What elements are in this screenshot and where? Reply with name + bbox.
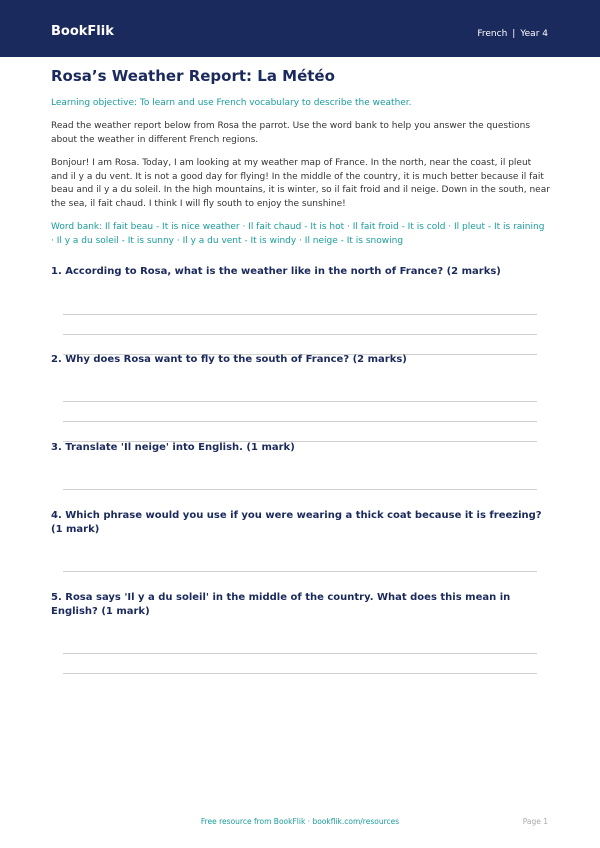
weather-report-text: Bonjour! I am Rosa. Today, I am looking at my weather map of France. In the north, near the coast, il pleut and il y a du vent. It is not a good day for flying! In the middle of the country, it is much better because il fait beau and il y a du soleil. In the high mountains, it is winter, so il fait froid and il neige. Down in the south, near the sea, il fait chaud. I think I will fly south to enjoy the sunshine! xyxy=(51,158,550,209)
answer-line[interactable] xyxy=(63,334,537,335)
question-text: 5. Rosa says 'Il y a du soleil' in the middle of the country. What does this mean in English? (1 mark) xyxy=(51,592,511,617)
question-3 xyxy=(51,441,550,455)
question-5 xyxy=(51,591,550,619)
page-header xyxy=(0,0,600,57)
subject-year-label xyxy=(477,29,548,40)
answer-line[interactable] xyxy=(63,489,537,490)
footer-text: Free resource from BookFlik · bookflik.com/resources xyxy=(200,817,400,826)
meta-separator: | xyxy=(512,29,516,39)
instructions-text: Read the weather report below from Rosa the parrot. Use the word bank to help you answer the questions about the weather in different French regions. xyxy=(51,121,531,145)
answer-line[interactable] xyxy=(63,673,537,674)
page-number: Page 1 xyxy=(522,817,548,826)
question-1 xyxy=(51,265,550,279)
subject-label: French xyxy=(477,29,508,39)
question-text: 1. According to Rosa, what is the weather like in the north of France? (2 marks) xyxy=(51,266,501,277)
answer-line[interactable] xyxy=(63,653,537,654)
question-text: 4. Which phrase would you use if you were wearing a thick coat because it is freezing? (1 mark) xyxy=(51,510,542,535)
learning-objective: Learning objective: To learn and use French vocabulary to describe the weather. xyxy=(51,98,412,108)
page-title: Rosa’s Weather Report: La Météo xyxy=(51,67,335,85)
question-text: 3. Translate 'Il neige' into English. (1 mark) xyxy=(51,442,295,453)
answer-line[interactable] xyxy=(63,314,537,315)
question-4 xyxy=(51,509,550,537)
answer-line[interactable] xyxy=(63,401,537,402)
answer-line[interactable] xyxy=(63,421,537,422)
word-bank: Word bank: Il fait beau - It is nice weather · Il fait chaud - It is hot · Il fait froid - It is cold · Il pleut - It is raining · Il y a du soleil - It is sunny · Il y a du vent - It is windy · Il neige - It is snowing xyxy=(51,222,545,246)
year-label: Year 4 xyxy=(520,29,548,39)
question-text: 2. Why does Rosa want to fly to the south of France? (2 marks) xyxy=(51,354,407,365)
answer-line[interactable] xyxy=(63,571,537,572)
worksheet-intro xyxy=(51,66,550,248)
brand-logo-text: BookFlik xyxy=(51,24,114,39)
question-2 xyxy=(51,353,550,367)
